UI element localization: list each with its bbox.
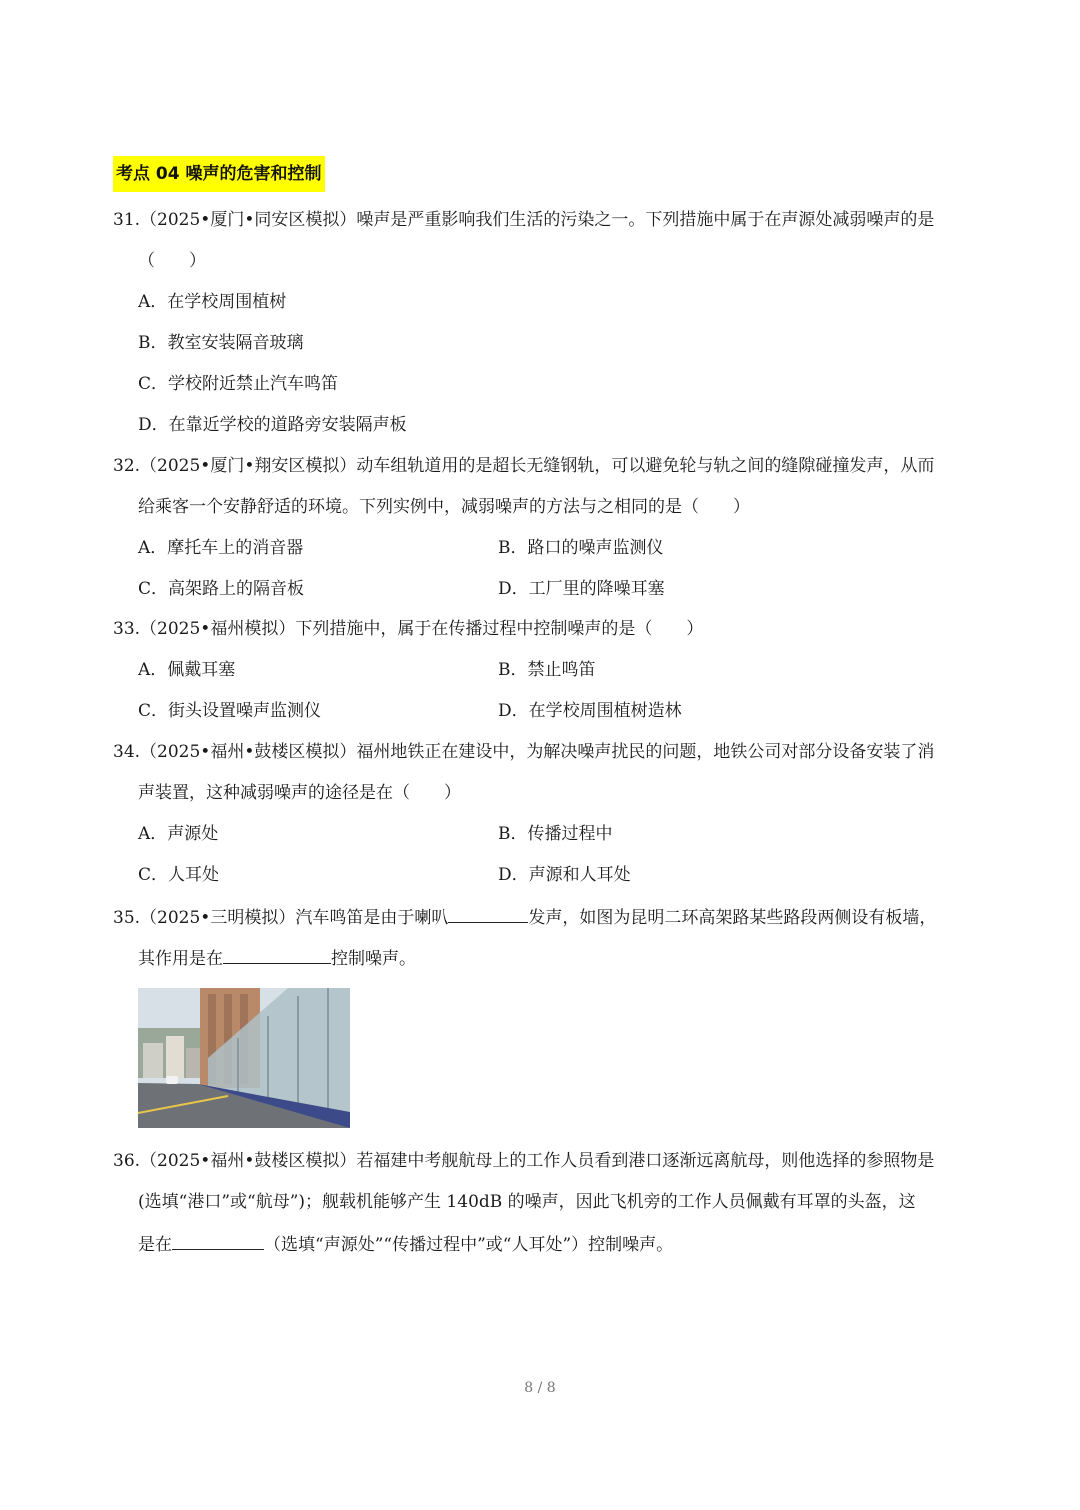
q36-line3-b: （选填“声源处”“传播过程中”或“人耳处”）控制噪声。 (264, 1235, 674, 1255)
q35-blank-2[interactable] (223, 945, 331, 964)
q31-option-c: C．学校附近禁止汽车鸣笛 (138, 374, 339, 394)
q31-line2: （ ） (138, 251, 206, 271)
q32-option-d: D．工厂里的降噪耳塞 (498, 579, 665, 599)
elevated-road-sound-barrier-photo (138, 988, 350, 1128)
q32-option-b: B．路口的噪声监测仪 (498, 538, 664, 558)
q32-line1: 32.（2025•厦门•翔安区模拟）动车组轨道用的是超长无缝钢轨，可以避免轮与轨之间的缝隙碰撞发声，从而 (113, 456, 935, 476)
q35-line1-a: 35.（2025•三明模拟）汽车鸣笛是由于喇叭 (113, 908, 449, 928)
q32-option-c: C．高架路上的隔音板 (138, 579, 305, 599)
q33-line1: 33.（2025•福州模拟）下列措施中，属于在传播过程中控制噪声的是（ ） (113, 619, 704, 639)
q35-line2 (138, 945, 416, 971)
q33-option-c: C．街头设置噪声监测仪 (138, 701, 322, 721)
q31-option-b: B．教室安装隔音玻璃 (138, 333, 304, 353)
q33-option-d: D．在学校周围植树造林 (498, 701, 682, 721)
q36-blank[interactable] (172, 1231, 264, 1250)
q31-line1: 31.（2025•厦门•同安区模拟）噪声是严重影响我们生活的污染之一。下列措施中属于在声源处减弱噪声的是 (113, 210, 935, 230)
q36-line2: (选填“港口”或“航母”)；舰载机能够产生 140dB 的噪声，因此飞机旁的工作人员佩戴有耳罩的头盔，这 (138, 1192, 916, 1212)
q35-line2-b: 控制噪声。 (331, 949, 416, 969)
q34-line2: 声装置，这种减弱噪声的途径是在（ ） (138, 783, 461, 803)
q34-line1: 34.（2025•福州•鼓楼区模拟）福州地铁正在建设中，为解决噪声扰民的问题，地铁公司对部分设备安装了消 (113, 742, 935, 762)
q34-option-c: C．人耳处 (138, 865, 220, 885)
q32-option-a: A．摩托车上的消音器 (138, 538, 304, 558)
q31-option-d: D．在靠近学校的道路旁安装隔声板 (138, 415, 407, 435)
q34-option-d: D．声源和人耳处 (498, 865, 631, 885)
q36-line1: 36.（2025•福州•鼓楼区模拟）若福建中考舰航母上的工作人员看到港口逐渐远离航母，则他选择的参照物是 (113, 1151, 935, 1171)
q31-option-a: A．在学校周围植树 (138, 292, 287, 312)
q35-blank-1[interactable] (448, 904, 528, 923)
q34-option-a: A．声源处 (138, 824, 219, 844)
section-heading: 考点 04 噪声的危害和控制 (113, 156, 325, 192)
q35-line1 (113, 904, 936, 930)
q36-line3 (138, 1231, 673, 1257)
q32-line2: 给乘客一个安静舒适的环境。下列实例中，减弱噪声的方法与之相同的是（ ） (138, 497, 750, 517)
q35-line2-a: 其作用是在 (138, 949, 223, 969)
q33-option-b: B．禁止鸣笛 (498, 660, 596, 680)
q36-line3-a: 是在 (138, 1235, 172, 1255)
q33-option-a: A．佩戴耳塞 (138, 660, 236, 680)
q34-option-b: B．传播过程中 (498, 824, 613, 844)
q35-line1-b: 发声，如图为昆明二环高架路某些路段两侧设有板墙， (528, 908, 937, 928)
page-number: 8 / 8 (524, 1380, 556, 1396)
